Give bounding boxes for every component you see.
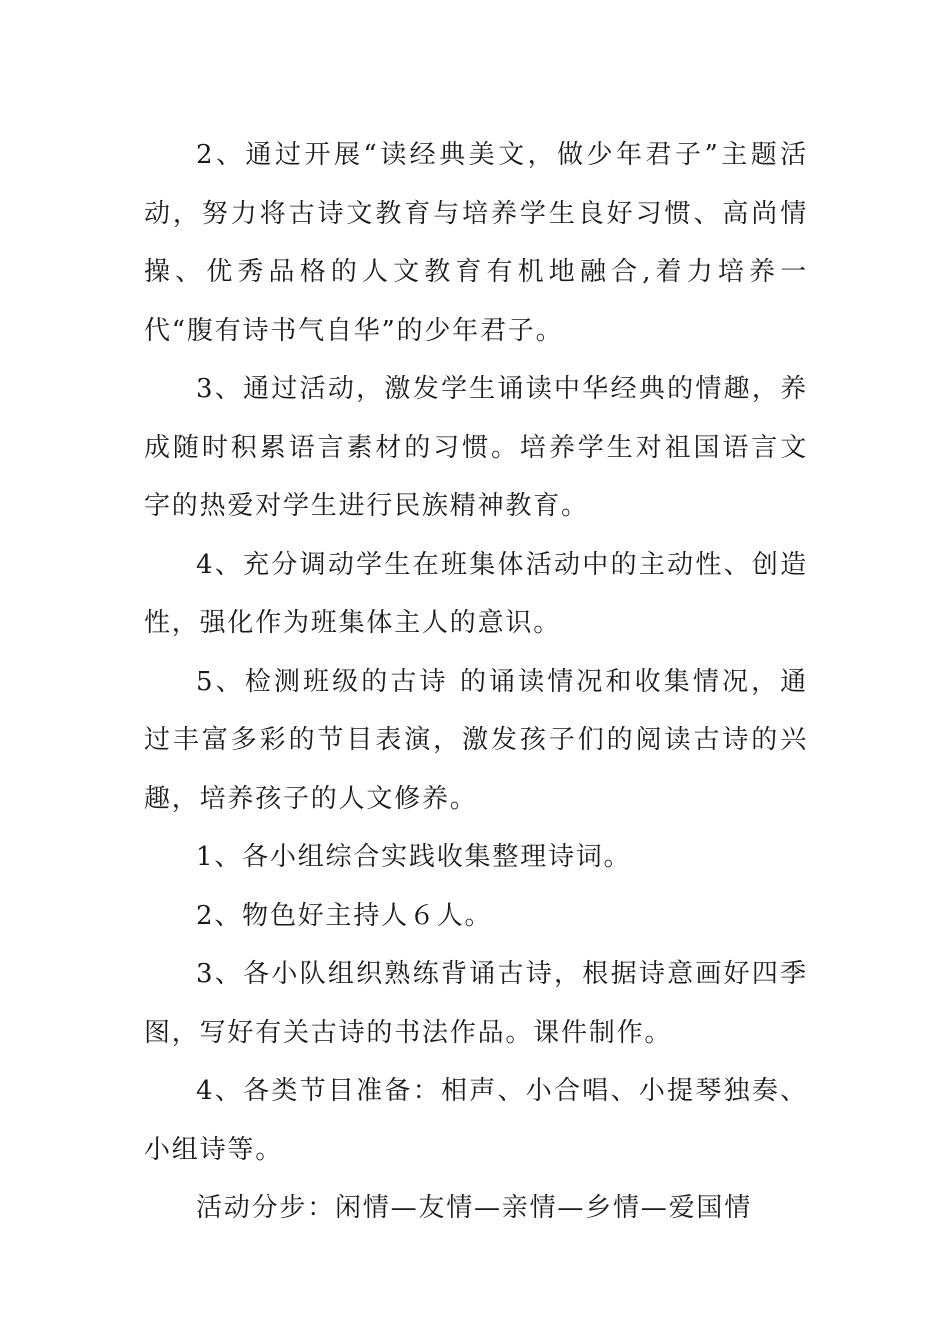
paragraph-activity-steps: 活动分步：闲情—友情—亲情—乡情—爱国情 [196,1193,753,1223]
document-body [144,126,808,1238]
paragraph-prep-3: 3、各小队组织熟练背诵古诗，根据诗意画好四季图，写好有关古诗的书法作品。课件制作。 [144,959,808,1048]
paragraph-prep-4: 4、各类节目准备：相声、小合唱、小提琴独奏、小组诗等。 [144,1076,808,1165]
paragraph-goal-2: 2、通过开展“读经典美文，做少年君子”主题活动，努力将古诗文教育与培养学生良好习惯、高尚情操、优秀品格的人文教育有机地融合,着力培养一代“腹有诗书气自华”的少年君子。 [144,140,808,346]
paragraph-prep-1: 1、各小组综合实践收集整理诗词。 [196,842,632,872]
paragraph-goal-4: 4、充分调动学生在班集体活动中的主动性、创造性，强化作为班集体主人的意识。 [144,549,808,638]
paragraph-prep-2: 2、物色好主持人６人。 [196,900,493,931]
paragraph-goal-3: 3、通过活动，激发学生诵读中华经典的情趣，养成随时积累语言素材的习惯。培养学生对祖国语言文字的热爱对学生进行民族精神教育。 [144,374,808,521]
paragraph-goal-5: 5、检测班级的古诗 的诵读情况和收集情况，通过丰富多彩的节目表演，激发孩子们的阅读古诗的兴趣，培养孩子的人文修养。 [144,666,808,814]
